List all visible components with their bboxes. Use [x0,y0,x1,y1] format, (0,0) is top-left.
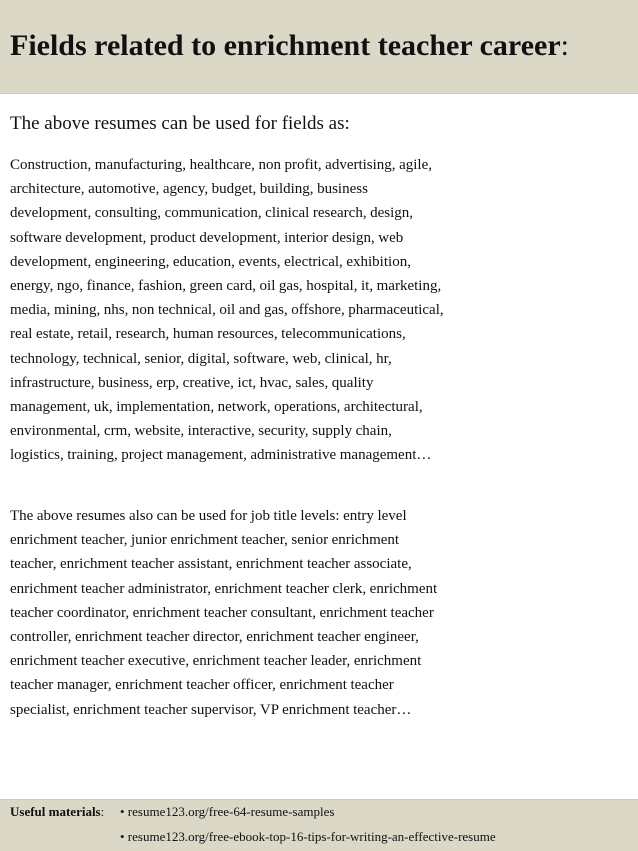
footer-band [0,799,638,851]
resource-link-samples[interactable]: • resume123.org/free-64-resume-samples [120,804,335,819]
fields-line: environmental, crm, website, interactive, security, supply chain, [10,423,392,440]
titles-line: teacher coordinator, enrichment teacher consultant, enrichment teacher [10,604,434,621]
fields-line: infrastructure, business, erp, creative, ict, hvac, sales, quality [10,374,374,391]
page-title [10,28,569,64]
titles-line: teacher manager, enrichment teacher officer, enrichment teacher [10,677,394,694]
resource-link-ebook[interactable]: • resume123.org/free-ebook-top-16-tips-for-writing-an-effective-resume [120,829,496,844]
useful-materials-label [10,804,104,820]
page-title-text: Fields related to enrichment teacher career [10,29,561,62]
job-titles-paragraph [10,504,636,722]
fields-line: logistics, training, project management, administrative management… [10,447,432,464]
fields-line: management, uk, implementation, network, operations, architectural, [10,399,423,416]
titles-line: The above resumes also can be used for job title levels: entry level [10,508,407,524]
fields-line: technology, technical, senior, digital, software, web, clinical, hr, [10,350,392,367]
fields-line: Construction, manufacturing, healthcare, non profit, advertising, agile, [10,157,433,173]
titles-line: controller, enrichment teacher director, enrichment teacher engineer, [10,629,419,646]
page-title-colon: : [560,29,569,62]
fields-line: media, mining, nhs, non technical, oil and gas, offshore, pharmaceutical, [10,302,444,319]
header-band [0,0,638,94]
titles-line: enrichment teacher, junior enrichment teacher, senior enrichment [10,532,400,549]
fields-line: real estate, retail, research, human resources, telecommunications, [10,326,406,343]
useful-materials-text: Useful materials [10,804,101,819]
fields-paragraph [10,153,636,468]
titles-line: enrichment teacher administrator, enrichment teacher clerk, enrichment [10,580,438,597]
titles-line: specialist, enrichment teacher supervisor, VP enrichment teacher… [10,701,412,718]
fields-line: architecture, automotive, agency, budget, building, business [10,181,368,198]
fields-line: energy, ngo, finance, fashion, green card, oil gas, hospital, it, marketing, [10,278,442,295]
titles-line: teacher, enrichment teacher assistant, enrichment teacher associate, [10,556,412,573]
titles-line: enrichment teacher executive, enrichment teacher leader, enrichment [10,653,422,670]
fields-line: development, consulting, communication, clinical research, design, [10,205,414,222]
useful-materials-colon: : [100,804,105,819]
intro-text: The above resumes can be used for fields as: [10,113,350,134]
fields-line: development, engineering, education, events, electrical, exhibition, [10,253,411,270]
fields-line: software development, product development, interior design, web [10,229,404,246]
